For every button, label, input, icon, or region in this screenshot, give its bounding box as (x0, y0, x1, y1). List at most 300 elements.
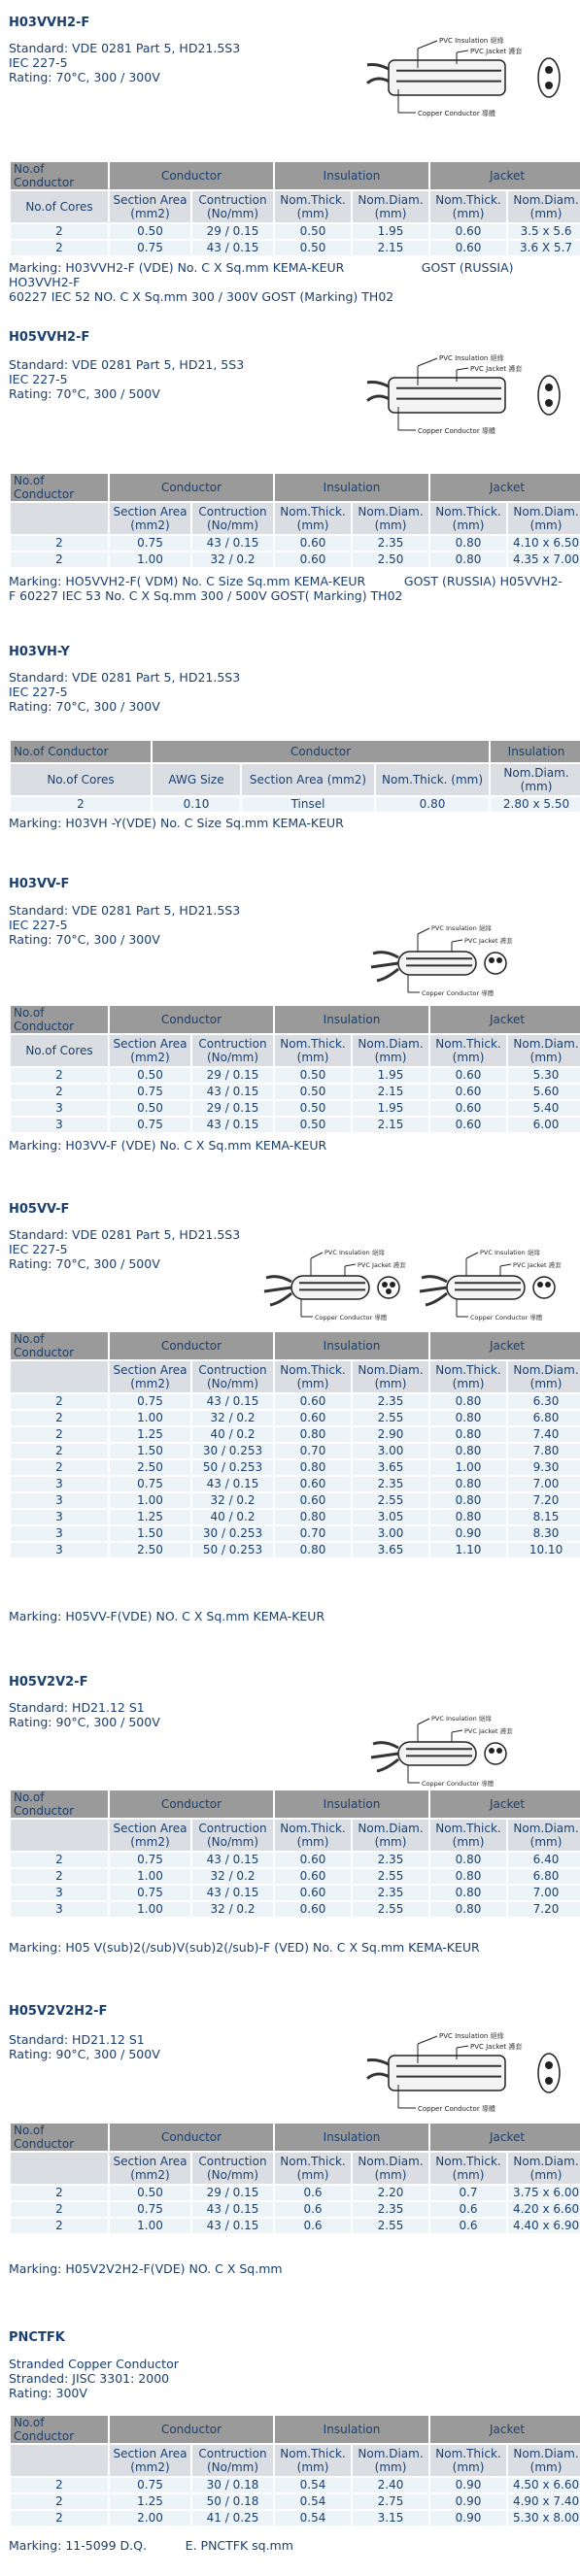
table-cell: 2.80 x 5.50 (491, 797, 580, 812)
table-cell: 30 / 0.18 (192, 2478, 273, 2492)
table-cell: 2.55 (353, 1411, 428, 1425)
table-cell: 1.00 (110, 1869, 190, 1884)
table-cell: 3.00 (353, 1526, 428, 1541)
table-cell: 0.6 (275, 2202, 351, 2217)
table-cell: 0.7 (430, 2186, 506, 2200)
column-header: Nom.Diam. (mm) (508, 1035, 580, 1066)
table-cell: 2.35 (353, 1853, 428, 1867)
table-cell: 0.80 (430, 1886, 506, 1900)
spec-line: Rating: 70°C, 300 / 500V (9, 386, 160, 401)
table-cell: 3 (11, 1526, 108, 1541)
table-cell: 0.50 (275, 224, 351, 239)
svg-text:PVC Jacket 護套: PVC Jacket 護套 (470, 2043, 523, 2051)
table-cell: 2 (11, 1411, 108, 1425)
spec-line: Rating: 70°C, 300 / 300V (9, 699, 160, 714)
group-header: Jacket (430, 2124, 580, 2151)
table-cell: 0.60 (430, 1101, 506, 1116)
spec-list (9, 2357, 179, 2400)
table-row (11, 1101, 580, 1116)
column-header: Nom.Thick. (mm) (376, 764, 489, 795)
svg-text:PVC Insulation 絕緣: PVC Insulation 絕緣 (431, 1715, 492, 1723)
group-header: Conductor (110, 2124, 273, 2151)
table-cell: 6.80 (508, 1411, 580, 1425)
table-row (11, 1427, 580, 1442)
table-cell: 2.35 (353, 2202, 428, 2217)
table-cell: 0.80 (430, 1902, 506, 1917)
label-insulation: PVC Insulation 絕緣 (439, 2032, 504, 2040)
table-cell: 7.20 (508, 1493, 580, 1508)
table-cell: 30 / 0.253 (192, 1444, 273, 1458)
table-cell: 0.60 (275, 1869, 351, 1884)
table-cell: 5.30 x 8.00 (508, 2511, 580, 2526)
table-cell: 2.40 (353, 2478, 428, 2492)
section-title: H03VVH2-F (9, 16, 90, 30)
table-row (11, 797, 580, 812)
spec-line: Standard: VDE 0281 Part 5, HD21.5S3 (9, 903, 241, 918)
column-header (11, 1361, 108, 1392)
table-cell: 0.80 (430, 1444, 506, 1458)
table-cell: 0.60 (275, 552, 351, 567)
table-cell: 3 (11, 1543, 108, 1557)
spec-table (9, 472, 580, 569)
table-row (11, 1886, 580, 1900)
table-cell: 4.20 x 6.60 (508, 2202, 580, 2217)
table-cell: 7.00 (508, 1886, 580, 1900)
label-insulation: PVC Insulation 絕緣 (439, 37, 504, 45)
table-cell: 7.00 (508, 1477, 580, 1491)
group-header: No.of Conductor (11, 741, 151, 762)
table-row (11, 2511, 580, 2526)
column-header: Nom.Thick. (mm) (430, 1820, 506, 1851)
table-cell: 3.15 (353, 2511, 428, 2526)
table-cell: 6.40 (508, 1853, 580, 1867)
column-header: Nom.Thick. (mm) (430, 503, 506, 534)
spec-line: Stranded: JISC 3301: 2000 (9, 2371, 170, 2386)
column-header: Nom.Thick. (mm) (275, 2445, 351, 2476)
column-header: No.of Cores (11, 191, 108, 222)
spec-line: IEC 227-5 (9, 372, 68, 386)
table-cell: 2 (11, 536, 108, 551)
table-cell: 2 (11, 1394, 108, 1409)
column-header: Section Area (mm2) (110, 1035, 190, 1066)
table-cell: 2.00 (110, 2511, 190, 2526)
spec-list (9, 41, 240, 84)
table-cell: 0.6 (430, 2202, 506, 2217)
table-cell: 3 (11, 1101, 108, 1116)
table-cell: 0.60 (275, 1477, 351, 1491)
column-header: Nom.Diam. (mm) (508, 503, 580, 534)
section-title: H03VH-Y (9, 645, 70, 659)
spec-list (9, 2032, 160, 2061)
spec-table (9, 739, 580, 814)
table-row (11, 1510, 580, 1524)
table-cell: 0.50 (110, 224, 190, 239)
group-header: Conductor (110, 1332, 273, 1359)
svg-text:Copper Conductor 導體: Copper Conductor 導體 (422, 989, 495, 997)
table-cell: 0.80 (275, 1510, 351, 1524)
table-cell: 4.50 x 6.60 (508, 2478, 580, 2492)
svg-text:Copper Conductor 導體: Copper Conductor 導體 (418, 2105, 495, 2113)
table-cell: 0.80 (430, 552, 506, 567)
table-cell: 5.40 (508, 1101, 580, 1116)
table-row (11, 1411, 580, 1425)
table-cell: 0.6 (275, 2186, 351, 2200)
table-cell: 0.80 (275, 1460, 351, 1475)
table-row (11, 224, 580, 239)
table-cell: 43 / 0.15 (192, 1085, 273, 1099)
table-cell: 2 (11, 797, 151, 812)
table-cell: 2.50 (353, 552, 428, 567)
column-header (11, 2153, 108, 2184)
table-cell: 0.60 (430, 1085, 506, 1099)
spec-line: Standard: HD21.12 S1 (9, 1700, 145, 1715)
table-cell: 29 / 0.15 (192, 224, 273, 239)
column-header: Section Area (mm2) (110, 1820, 190, 1851)
table-cell: 2 (11, 1853, 108, 1867)
cable-cross-section-icon (359, 29, 573, 126)
marking-text: Marking: 11-5099 D.Q. E. PNCTFK sq.mm (9, 2538, 293, 2553)
group-header: Jacket (430, 1006, 580, 1033)
table-cell: 0.75 (110, 1118, 190, 1132)
column-header: No.of Cores (11, 1035, 108, 1066)
table-cell: 2 (11, 1068, 108, 1083)
spec-line: IEC 227-5 (9, 918, 68, 932)
table-cell: 29 / 0.15 (192, 1101, 273, 1116)
column-header: Section Area (mm2) (110, 191, 190, 222)
table-cell: 0.54 (275, 2494, 351, 2509)
table-cell: 0.75 (110, 1886, 190, 1900)
table-cell: 43 / 0.15 (192, 241, 273, 255)
section-title: H05VV-F (9, 1202, 70, 1217)
spec-line: Standard: VDE 0281 Part 5, HD21.5S3 (9, 670, 241, 685)
table-cell: 1.50 (110, 1444, 190, 1458)
column-header: Contruction (No/mm) (192, 503, 273, 534)
column-header: Section Area (mm2) (110, 503, 190, 534)
column-header: Contruction (No/mm) (192, 1035, 273, 1066)
group-header: Insulation (275, 474, 428, 501)
table-cell: 0.90 (430, 2511, 506, 2526)
table-cell: 0.50 (275, 1101, 351, 1116)
svg-text:PVC Jacket 護套: PVC Jacket 護套 (464, 1727, 513, 1735)
group-header: No.of Conductor (11, 1332, 108, 1359)
table-cell: 1.25 (110, 1510, 190, 1524)
column-header: Nom.Diam. (mm) (353, 1035, 428, 1066)
cable-figure (359, 913, 573, 1013)
table-cell: 0.60 (430, 241, 506, 255)
svg-text:PVC Jacket 護套: PVC Jacket 護套 (470, 48, 523, 55)
table-cell: 1.00 (430, 1460, 506, 1475)
cable-figure (359, 2024, 573, 2124)
table-cell: 0.80 (430, 1869, 506, 1884)
column-header: Nom.Thick. (mm) (430, 2445, 506, 2476)
table-cell: 2.15 (353, 1118, 428, 1132)
table-cell: 2 (11, 2219, 108, 2233)
spec-table (9, 1330, 580, 1559)
table-cell: 0.60 (430, 1068, 506, 1083)
table-cell: 2 (11, 1460, 108, 1475)
table-row (11, 1853, 580, 1867)
table-cell: 0.60 (275, 1886, 351, 1900)
table-cell: 0.75 (110, 536, 190, 551)
section-title: H03VV-F (9, 877, 70, 891)
table-cell: 29 / 0.15 (192, 2186, 273, 2200)
column-header: Nom.Diam. (mm) (491, 764, 580, 795)
group-header: Insulation (275, 1790, 428, 1818)
table-cell: 2.35 (353, 536, 428, 551)
svg-text:PVC Jacket 護套: PVC Jacket 護套 (470, 365, 523, 373)
table-cell: 7.80 (508, 1444, 580, 1458)
spec-line: Rating: 90°C, 300 / 500V (9, 1715, 160, 1729)
table-cell: 2.55 (353, 1869, 428, 1884)
cable-figure (359, 347, 573, 447)
column-header: Nom.Thick. (mm) (430, 191, 506, 222)
column-header: Section Area (mm2) (110, 1361, 190, 1392)
table-cell: 0.80 (376, 797, 489, 812)
table-cell: 0.54 (275, 2478, 351, 2492)
table-cell: 3.65 (353, 1460, 428, 1475)
spec-list (9, 670, 240, 714)
group-header: Jacket (430, 1332, 580, 1359)
table-cell: 0.80 (430, 1493, 506, 1508)
table-cell: 0.80 (430, 536, 506, 551)
svg-text:PVC Jacket 護套: PVC Jacket 護套 (464, 937, 513, 945)
cable-cross-section-icon (359, 913, 573, 1010)
column-header: Nom.Thick. (mm) (430, 1035, 506, 1066)
svg-text:Copper Conductor 導體: Copper Conductor 導體 (470, 1314, 543, 1321)
table-cell: 0.75 (110, 1394, 190, 1409)
table-cell: 2 (11, 2186, 108, 2200)
table-cell: 0.60 (430, 224, 506, 239)
group-header: No.of Conductor (11, 2416, 108, 2443)
column-header: Contruction (No/mm) (192, 1361, 273, 1392)
table-cell: 6.30 (508, 1394, 580, 1409)
cable-cross-section-icon (359, 2024, 573, 2122)
group-header: Jacket (430, 162, 580, 189)
table-cell: 2.35 (353, 1886, 428, 1900)
table-row (11, 1444, 580, 1458)
section-title: H05VVH2-F (9, 330, 90, 345)
table-cell: 2 (11, 1869, 108, 1884)
spec-table (9, 160, 580, 257)
table-cell: 50 / 0.18 (192, 2494, 273, 2509)
column-header: Contruction (No/mm) (192, 191, 273, 222)
column-header: Nom.Thick. (mm) (275, 1361, 351, 1392)
table-cell: 1.95 (353, 1101, 428, 1116)
column-header (11, 2445, 108, 2476)
table-cell: 0.80 (275, 1543, 351, 1557)
table-cell: 2 (11, 2511, 108, 2526)
column-header: Nom.Thick. (mm) (430, 2153, 506, 2184)
table-cell: 1.95 (353, 1068, 428, 1083)
group-header: Conductor (110, 2416, 273, 2443)
table-cell: 2.50 (110, 1460, 190, 1475)
spec-line: Standard: HD21.12 S1 (9, 2032, 145, 2047)
table-cell: 4.10 x 6.50 (508, 536, 580, 551)
table-cell: 0.80 (430, 1394, 506, 1409)
spec-line: Rating: 70°C, 300 / 500V (9, 1256, 160, 1271)
table-cell: 2.35 (353, 1477, 428, 1491)
table-cell: 43 / 0.15 (192, 2219, 273, 2233)
section-title: H05V2V2H2-F (9, 2004, 108, 2019)
table-row (11, 1460, 580, 1475)
spec-line: IEC 227-5 (9, 55, 68, 70)
column-header: Nom.Diam. (mm) (508, 1361, 580, 1392)
table-cell: 3.5 x 5.6 (508, 224, 580, 239)
marking-text: Marking: H05V2V2H2-F(VDE) NO. C X Sq.mm (9, 2261, 283, 2276)
table-cell: 0.90 (430, 2478, 506, 2492)
table-cell: 0.60 (275, 1493, 351, 1508)
table-cell: 50 / 0.253 (192, 1543, 273, 1557)
table-cell: 8.30 (508, 1526, 580, 1541)
table-cell: 43 / 0.15 (192, 1394, 273, 1409)
column-header: Nom.Diam. (mm) (353, 2153, 428, 2184)
column-header: Nom.Diam. (mm) (353, 2445, 428, 2476)
table-cell: 41 / 0.25 (192, 2511, 273, 2526)
column-header: Section Area (mm2) (110, 2153, 190, 2184)
table-cell: 0.75 (110, 2478, 190, 2492)
group-header: No.of Conductor (11, 1790, 108, 1818)
table-cell: 2.75 (353, 2494, 428, 2509)
table-cell: 2 (11, 1444, 108, 1458)
column-header: Nom.Thick. (mm) (275, 1035, 351, 1066)
table-cell: 0.50 (275, 1068, 351, 1083)
table-cell: 9.30 (508, 1460, 580, 1475)
marking-text: Marking: H03VV-F (VDE) No. C X Sq.mm KEMA-KEUR (9, 1138, 327, 1153)
table-cell: 0.80 (430, 1477, 506, 1491)
table-cell: 7.20 (508, 1902, 580, 1917)
table-cell: Tinsel (242, 797, 374, 812)
column-header: Nom.Diam. (mm) (353, 503, 428, 534)
group-header: Insulation (275, 1006, 428, 1033)
group-header: No.of Conductor (11, 162, 108, 189)
table-cell: 3 (11, 1477, 108, 1491)
svg-text:Copper Conductor 導體: Copper Conductor 導體 (418, 427, 495, 435)
spec-list (9, 1700, 160, 1729)
svg-text:PVC Jacket 護套: PVC Jacket 護套 (513, 1261, 562, 1269)
table-cell: 1.00 (110, 1902, 190, 1917)
table-cell: 4.90 x 7.40 (508, 2494, 580, 2509)
marking-text: Marking: HO5VVH2-F( VDM) No. C Size Sq.mm KEMA-KEUR GOST (RUSSIA) H05VVH2- F 60227 IEC 53 No. C X Sq.mm 300 / 500V GOST( Marking) TH02 (9, 574, 563, 603)
cable-cross-section-icon (359, 1703, 573, 1800)
svg-text:Copper Conductor 導體: Copper Conductor 導體 (422, 1780, 495, 1788)
marking-text: Marking: H03VVH2-F (VDE) No. C X Sq.mm KEMA-KEUR GOST (RUSSIA) HO3VVH2-F 60227 IEC 52 NO. C X Sq.mm 300 / 300V GOST (Marking) TH02 (9, 260, 514, 304)
column-header: Section Area (mm2) (110, 2445, 190, 2476)
table-row (11, 1493, 580, 1508)
table-cell: 10.10 (508, 1543, 580, 1557)
table-cell: 43 / 0.15 (192, 1853, 273, 1867)
column-header: Nom.Diam. (mm) (508, 2445, 580, 2476)
table-cell: 2 (11, 2494, 108, 2509)
table-cell: 29 / 0.15 (192, 1068, 273, 1083)
table-cell: 0.75 (110, 1853, 190, 1867)
table-row (11, 1477, 580, 1491)
table-cell: 3 (11, 1510, 108, 1524)
svg-text:PVC Insulation 絕緣: PVC Insulation 絕緣 (324, 1249, 385, 1256)
column-header (11, 503, 108, 534)
spec-line: Standard: VDE 0281 Part 5, HD21.5S3 (9, 41, 241, 55)
table-cell: 0.80 (430, 1853, 506, 1867)
group-header: Conductor (153, 741, 489, 762)
table-cell: 6.80 (508, 1869, 580, 1884)
spec-line: Standard: VDE 0281 Part 5, HD21, 5S3 (9, 357, 245, 372)
table-cell: 0.50 (275, 241, 351, 255)
table-cell: 2.15 (353, 241, 428, 255)
table-cell: 32 / 0.2 (192, 552, 273, 567)
table-cell: 2 (11, 1427, 108, 1442)
spec-line: Rating: 300V (9, 2386, 87, 2400)
table-row (11, 1068, 580, 1083)
table-cell: 0.54 (275, 2511, 351, 2526)
table-cell: 50 / 0.253 (192, 1460, 273, 1475)
table-cell: 2.15 (353, 1085, 428, 1099)
column-header: Nom.Thick. (mm) (275, 1820, 351, 1851)
marking-text: Marking: H05 V(sub)2(/sub)V(sub)2(/sub)-F (VED) No. C X Sq.mm KEMA-KEUR (9, 1940, 480, 1955)
table-cell: 5.30 (508, 1068, 580, 1083)
table-cell: 1.00 (110, 2219, 190, 2233)
group-header: Conductor (110, 162, 273, 189)
column-header: AWG Size (153, 764, 240, 795)
table-cell: 40 / 0.2 (192, 1427, 273, 1442)
group-header: Conductor (110, 1006, 273, 1033)
spec-list (9, 357, 244, 401)
table-cell: 4.35 x 7.00 (508, 552, 580, 567)
table-cell: 0.80 (430, 1411, 506, 1425)
section-title: PNCTFK (9, 2330, 65, 2345)
spec-line: IEC 227-5 (9, 1242, 68, 1256)
table-row (11, 2219, 580, 2233)
table-cell: 3 (11, 1493, 108, 1508)
spec-table (9, 1004, 580, 1134)
table-cell: 2 (11, 2202, 108, 2217)
table-row (11, 552, 580, 567)
table-cell: 1.00 (110, 552, 190, 567)
spec-line: Standard: VDE 0281 Part 5, HD21.5S3 (9, 1227, 241, 1242)
table-cell: 0.60 (275, 1411, 351, 1425)
table-cell: 43 / 0.15 (192, 536, 273, 551)
table-cell: 1.00 (110, 1493, 190, 1508)
section-title: H05V2V2-F (9, 1675, 88, 1689)
table-cell: 2 (11, 2478, 108, 2492)
table-cell: 43 / 0.15 (192, 1886, 273, 1900)
table-cell: 0.50 (110, 2186, 190, 2200)
table-cell: 0.60 (430, 1118, 506, 1132)
group-header: Jacket (430, 2416, 580, 2443)
table-cell: 2 (11, 552, 108, 567)
group-header: No.of Conductor (11, 1006, 108, 1033)
group-header: Insulation (275, 162, 428, 189)
column-header: Nom.Diam. (mm) (508, 191, 580, 222)
table-cell: 3.00 (353, 1444, 428, 1458)
table-row (11, 2202, 580, 2217)
table-cell: 1.25 (110, 2494, 190, 2509)
table-cell: 2.90 (353, 1427, 428, 1442)
table-cell: 2.35 (353, 1394, 428, 1409)
spec-line: Rating: 90°C, 300 / 500V (9, 2047, 160, 2061)
spec-list (9, 903, 240, 947)
column-header: Nom.Thick. (mm) (275, 503, 351, 534)
table-cell: 1.00 (110, 1411, 190, 1425)
table-cell: 5.60 (508, 1085, 580, 1099)
table-row (11, 1869, 580, 1884)
spec-table (9, 2122, 580, 2235)
column-header: Nom.Thick. (mm) (275, 191, 351, 222)
column-header (11, 1820, 108, 1851)
table-cell: 0.50 (110, 1101, 190, 1116)
column-header: Nom.Thick. (mm) (275, 2153, 351, 2184)
table-row (11, 241, 580, 255)
table-cell: 0.10 (153, 797, 240, 812)
table-cell: 43 / 0.15 (192, 1118, 273, 1132)
